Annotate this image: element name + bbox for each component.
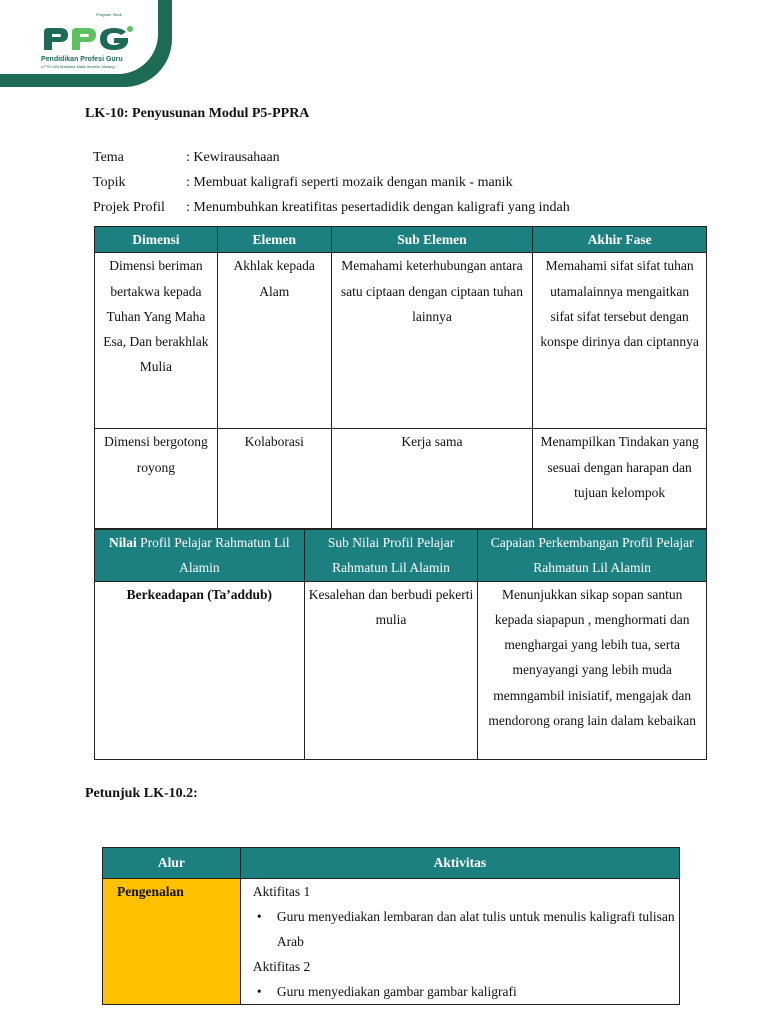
column-header: Sub Nilai Profil Pelajar Rahmatun Lil Alamin <box>304 530 478 582</box>
dimension-table <box>94 226 707 529</box>
table-cell: Dimensi bergotong royong <box>95 429 218 529</box>
table-row <box>103 879 680 1005</box>
logo-name: Pendidikan Profesi Guru <box>41 56 123 63</box>
table-cell: Menunjukkan sikap sopan santun kepada siapapun , menghormati dan menghargai yang lebih tua, serta menyayangi yang lebih muda memngambil inisiatif, mengajak dan mendorong orang lain dalam kebaikan <box>478 581 707 759</box>
column-header: Alur <box>103 848 241 879</box>
activity-title: Aktifitas 1 <box>252 884 311 899</box>
table-header-row <box>95 227 707 253</box>
profile-values-table <box>94 529 707 760</box>
info-value: : Menumbuhkan kreatifitas pesertadidik dengan kaligrafi yang indah <box>186 200 570 215</box>
column-header: Sub Elemen <box>331 227 533 253</box>
table-row <box>95 253 707 429</box>
logo-institution: LPTK UIN Maulana Malik Ibrahim Malang <box>41 64 115 69</box>
table-row <box>95 429 707 529</box>
table-cell: Kerja sama <box>331 429 533 529</box>
info-row-tema <box>93 150 280 166</box>
table-cell: Kolaborasi <box>217 429 331 529</box>
table-cell: Menampilkan Tindakan yang sesuai dengan harapan dan tujuan kelompok <box>533 429 707 529</box>
column-header <box>95 530 305 582</box>
info-label: Topik <box>93 175 126 190</box>
flow-stage-label: Pengenalan <box>103 879 241 1005</box>
info-row-topik <box>93 175 513 191</box>
column-header: Dimensi <box>95 227 218 253</box>
ppg-logo-icon <box>40 24 136 52</box>
activity-flow-table <box>102 847 680 1005</box>
table-cell: Akhlak kepada Alam <box>217 253 331 429</box>
table-cell: Berkeadapan (Ta’addub) <box>95 581 305 759</box>
column-header: Capaian Perkembangan Profil Pelajar Rahmatun Lil Alamin <box>478 530 707 582</box>
table-row <box>95 581 707 759</box>
activity-title: Aktifitas 2 <box>252 959 311 974</box>
activity-bullet: • Guru menyediakan lembaran dan alat tulis untuk menulis kaligrafi tulisan Arab <box>253 904 675 954</box>
document-title: LK-10: Penyusunan Modul P5-PPRA <box>85 106 310 121</box>
table-cell: Dimensi beriman bertakwa kepada Tuhan Yang Maha Esa, Dan berakhlak Mulia <box>95 253 218 429</box>
column-header: Elemen <box>217 227 331 253</box>
logo-card <box>0 0 158 74</box>
table-header-row <box>95 530 707 582</box>
info-value: : Kewirausahaan <box>186 150 280 165</box>
logo-top-caption: Program Studi <box>96 12 122 17</box>
table-cell: Kesalehan dan berbudi pekerti mulia <box>304 581 478 759</box>
section-title: Petunjuk LK-10.2: <box>85 786 198 801</box>
header-bold-word: Nilai <box>108 535 137 550</box>
column-header: Aktivitas <box>240 848 679 879</box>
info-row-projek-profil <box>93 200 570 216</box>
info-value: : Membuat kaligrafi seperti mozaik dengan manik - manik <box>186 175 513 190</box>
info-label: Projek Profil <box>93 200 165 215</box>
header-rest: Profil Pelajar Rahmatun Lil Alamin <box>136 535 290 576</box>
activity-cell <box>240 879 679 1005</box>
column-header: Akhir Fase <box>533 227 707 253</box>
info-label: Tema <box>93 150 124 165</box>
table-cell: Memahami sifat sifat tuhan utamalainnya mengaitkan sifat sifat tersebut dengan konspe dirinya dan ciptannya <box>533 253 707 429</box>
table-cell: Memahami keterhubungan antara satu ciptaan dengan ciptaan tuhan lainnya <box>331 253 533 429</box>
activity-bullet: • Guru menyediakan gambar gambar kaligrafi <box>253 979 675 1004</box>
table-header-row <box>103 848 680 879</box>
